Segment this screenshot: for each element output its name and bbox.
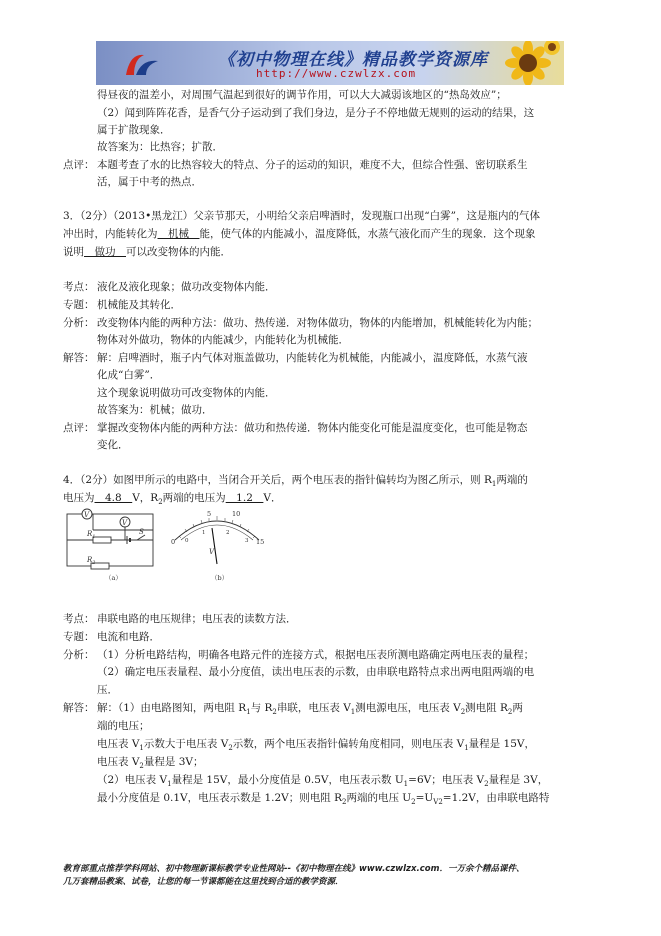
- svg-text:V: V: [122, 519, 128, 527]
- q4-kd-label: 考点：: [63, 613, 95, 625]
- q4-fx: （1）分析电路结构，明确各电路元件的连接方式，根据电压表所测电路确定两电压表的量程；: [97, 649, 535, 661]
- resistor-r1: [86, 530, 111, 543]
- q3-stem: 说明 做功 可以改变物体的内能．: [63, 246, 231, 258]
- q2-answer: 故答案为：比热容；扩散．: [97, 141, 223, 153]
- q4-zt-label: 专题：: [63, 631, 95, 643]
- q2-comment: 活，属于中考的热点．: [97, 176, 202, 188]
- svg-text:0: 0: [185, 538, 189, 544]
- q4-fx: （2）确定电压表量程、最小分度值，读出电压表的示数，由串联电路特点求出两电阻两端的电: [97, 666, 535, 678]
- q4-jd: 解：（1）由电路图知，两电阻 $R_1$与 $R_2$串联，电压表 $V_1$测电源电压，电压表 $V_2$测电阻 $R_2$两: [97, 702, 523, 717]
- svg-text:10: 10: [232, 510, 241, 518]
- q4-stem: 4．（2分）如图甲所示的电路中，当闭合开关后，两个电压表的指针偏转均为图乙所示，则 $R_1$两端的: [63, 474, 528, 489]
- q3-zt-label: 专题：: [63, 299, 95, 311]
- q4-stem: 电压为 4.8 V，$R_2$两端的电压为 1.2 V．: [63, 492, 282, 507]
- q3-jd: 这个现象说明做功可改变物体的内能．: [97, 387, 276, 399]
- q3-kd: 液化及液化现象；做功改变物体内能．: [97, 281, 276, 293]
- cp-logo-icon: [122, 49, 162, 79]
- site-banner: [96, 41, 564, 85]
- svg-text:2: 2: [226, 530, 230, 536]
- q4-fx-label: 分析：: [63, 649, 95, 661]
- q3-answer-blank: 机械: [157, 228, 200, 240]
- caption-b: （b）: [211, 574, 229, 582]
- q3-stem: 3．（2分）（2013•黑龙江）父亲节那天，小明给父亲启啤酒时，发现瓶口出现“白雾”，这是瓶内的气体: [63, 210, 541, 222]
- q3-jd: 化成“白雾”．: [97, 369, 161, 381]
- q2-analysis-line: （2）闻到阵阵花香，是香气分子运动到了我们身边，是分子不停地做无规则的运动的结果，这: [97, 107, 535, 119]
- banner-title: 《初中物理在线》精品教学资源库: [218, 50, 488, 70]
- q2-analysis-line: 得昼夜的温差小，对周围气温起到很好的调节作用，可以大大减弱该地区的“热岛效应”；: [97, 89, 507, 101]
- svg-text:V: V: [209, 548, 215, 556]
- svg-text:0: 0: [171, 538, 176, 546]
- resistor-r2: [86, 556, 109, 569]
- q4-answer-blank: 4.8: [94, 492, 133, 504]
- q3-fx-label: 分析：: [63, 317, 95, 329]
- voltmeter-dial: [171, 510, 264, 582]
- svg-text:S: S: [139, 528, 144, 536]
- page-footer: [63, 863, 603, 889]
- q4-answer-blank: 1.2: [225, 492, 264, 504]
- q4-jd: 电压表 $V_2$量程是 3V；: [97, 756, 204, 771]
- caption-a: （a）: [105, 574, 122, 582]
- footer-line: 几万套精品教案、试卷，让您的每一节课都能在这里找到合适的教学资源．: [63, 877, 344, 887]
- q4-fx: 压．: [97, 684, 118, 696]
- q3-answer-blank: 做功: [84, 246, 126, 258]
- banner-url[interactable]: http://www.czwlzx.com: [256, 67, 417, 80]
- q3-zt: 机械能及其转化．: [97, 299, 181, 311]
- q4-zt: 电流和电路．: [97, 631, 160, 643]
- q3-fx: 改变物体内能的两种方法：做功、热传递．对物体做功，物体的内能增加，机械能转化为内能；: [97, 317, 538, 329]
- q3-jd: 解：启啤酒时，瓶子内气体对瓶盖做功，内能转化为机械能，内能减小，温度降低，水蒸气液: [97, 352, 528, 364]
- voltmeter-v2: [120, 517, 130, 527]
- svg-text:5: 5: [207, 510, 212, 518]
- svg-text:3: 3: [245, 538, 249, 544]
- q3-jd: 故答案为：机械；做功．: [97, 404, 213, 416]
- q4-kd: 串联电路的电压规律；电压表的读数方法．: [97, 613, 297, 625]
- sunflower-icon: [490, 41, 560, 85]
- q3-dp: 掌握改变物体内能的两种方法：做功和热传递．物体内能变化可能是温度变化，也可能是物态: [97, 422, 528, 434]
- q2-comment-label: 点评：: [63, 159, 95, 171]
- meter-needle: [212, 528, 217, 564]
- q3-jd-label: 解答：: [63, 352, 95, 364]
- q4-jd: 端的电压；: [97, 720, 150, 732]
- voltmeter-v1: [82, 509, 92, 519]
- q3-kd-label: 考点：: [63, 281, 95, 293]
- q4-jd: 电压表 $V_1$示数大于电压表 $V_2$示数，两个电压表指针偏转角度相同，则电压表 $V_1$量程是 15V，: [97, 738, 535, 753]
- footer-line: 教育部重点推荐学科网站、初中物理新课标教学专业性网站--《初中物理在线》www.czwlzx.com．一万余个精品课件、: [63, 864, 525, 874]
- svg-text:V: V: [84, 511, 90, 519]
- svg-text:1: 1: [202, 530, 206, 536]
- q3-stem: 冲出时，内能转化为 机械 能，使气体的内能减小，温度降低，水蒸气液化而产生的现象．这个现象: [63, 228, 536, 240]
- q2-comment: 本题考查了水的比热容较大的特点、分子的运动的知识，难度不大，但综合性强、密切联系生: [97, 159, 528, 171]
- q4-jd: 最小分度值是 0.1V，电压表示数是 1.2V；则电阻 $R_2$两端的电压 $U_2=U_{V2}=1.2V$，由串联电路特: [97, 792, 550, 807]
- q4-figure: [63, 508, 283, 586]
- q2-analysis-line: 属于扩散现象．: [97, 124, 171, 136]
- q3-dp: 变化．: [97, 439, 129, 451]
- q3-fx: 物体对外做功，物体的内能减少，内能转化为机械能．: [97, 334, 349, 346]
- svg-text:R2: $R_2$: [87, 556, 96, 566]
- q4-jd-label: 解答：: [63, 702, 95, 714]
- svg-text:R1: $R_1$: [87, 530, 96, 540]
- q3-dp-label: 点评：: [63, 422, 95, 434]
- svg-text:15: 15: [256, 538, 265, 546]
- q4-jd: （2）电压表 $V_1$量程是 15V，最小分度值是 0.5V，电压表示数 $U_1=6V$；电压表 $V_2$量程是 3V，: [97, 774, 549, 789]
